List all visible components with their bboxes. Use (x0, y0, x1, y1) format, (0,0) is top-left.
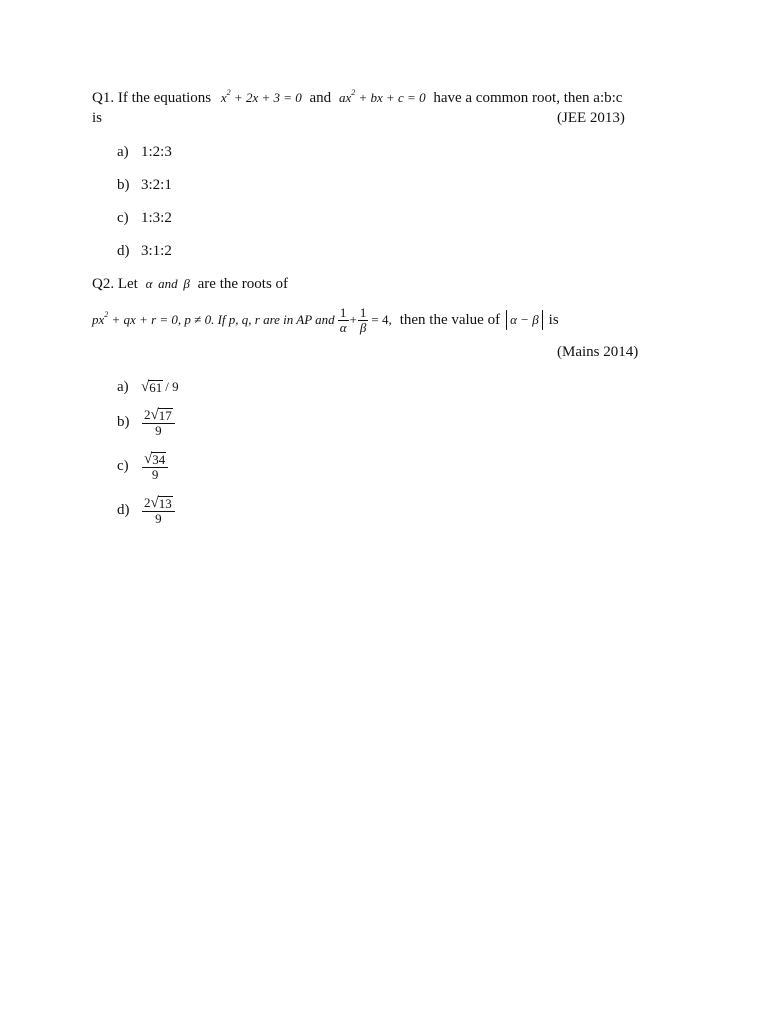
q2-condition (92, 300, 559, 340)
q2-is: is (548, 312, 559, 328)
abs-alpha-minus-beta: α − β (506, 310, 543, 330)
alpha-symbol: α (145, 276, 153, 291)
q1-option-c: c) 1:3:2 (117, 210, 172, 226)
q2-suffix: are the roots of (197, 276, 289, 292)
q1-option-d: d) 3:1:2 (117, 243, 172, 259)
beta-symbol: β (183, 276, 190, 291)
q2-stem (92, 274, 288, 294)
equals-four: = 4, (371, 312, 392, 327)
q2-equation: $px^2$ + qx + r = 0, p ≠ 0. If p, q, r are in AP and (92, 310, 335, 327)
q2-tail: then the value of (399, 312, 501, 328)
q2-prefix: Q2. Let (92, 276, 138, 292)
q2-option-a: a) √ 61 / 9 (117, 379, 179, 395)
plus-sign: + (349, 312, 357, 327)
q1-option-b: b) 3:2:1 (117, 177, 172, 193)
q1-eq1: $x^2 + 2x + 3 = 0$ (220, 88, 302, 105)
q1-source: (JEE 2013) (557, 110, 625, 126)
q2-option-b: b) 2 √ 17 9 (117, 404, 176, 440)
one-over-alpha: $\frac{1}{\alpha}$ (339, 304, 347, 335)
q2-option-d: d) 2 √ 13 9 (117, 492, 176, 528)
q1-suffix: have a common root, then a:b:c (433, 90, 623, 106)
one-over-beta: $\frac{1}{\beta}$ (359, 304, 367, 335)
q1-line2: is (92, 110, 103, 126)
q2-and: and (158, 276, 178, 291)
q1-prefix: Q1. If the equations (92, 90, 212, 106)
q2-source: (Mains 2014) (557, 344, 639, 360)
q1-stem (92, 88, 622, 108)
q1-option-a: a) 1:2:3 (117, 144, 172, 160)
q2-option-c: c) √ 34 9 (117, 448, 169, 484)
q1-conj: and (309, 90, 332, 106)
q1-eq2: $ax^2$ + bx + c = 0 (338, 88, 426, 105)
